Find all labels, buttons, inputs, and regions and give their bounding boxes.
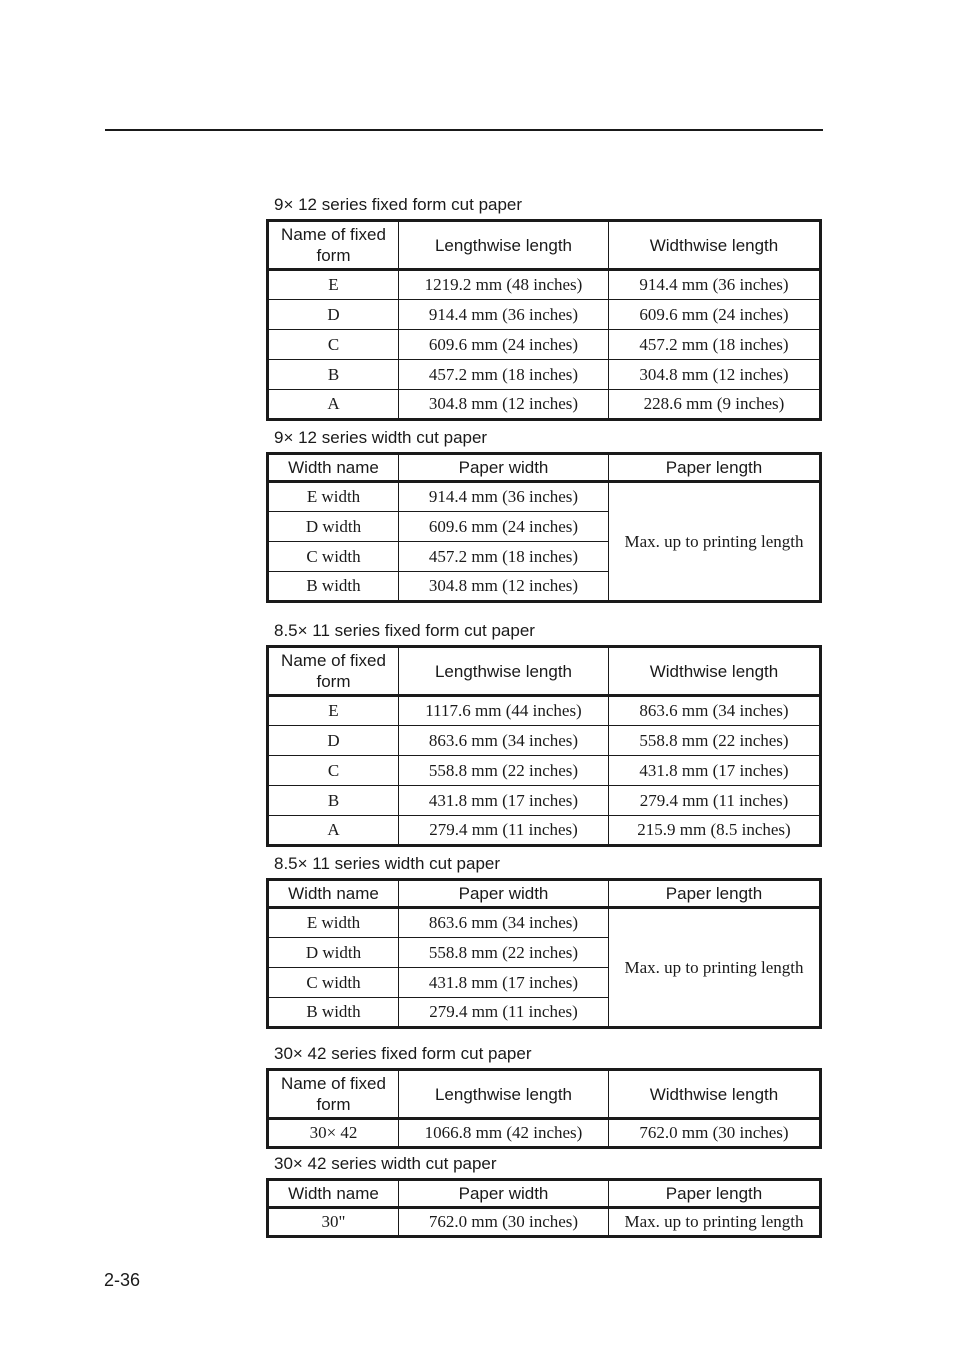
- table-cell: E: [268, 696, 399, 726]
- table-cell: C: [268, 756, 399, 786]
- table-cell: C: [268, 330, 399, 360]
- fixed-form-table: [266, 219, 822, 421]
- column-header: Paper length: [609, 1180, 821, 1208]
- table-row: [268, 1208, 821, 1237]
- column-header: Widthwise length: [609, 1070, 821, 1119]
- table-cell: A: [268, 390, 399, 420]
- table-cell: 30": [268, 1208, 399, 1237]
- width-cut-table: [266, 1178, 822, 1238]
- column-header: Paper length: [609, 880, 821, 908]
- section-caption: 9× 12 series width cut paper: [274, 428, 488, 447]
- table-cell: E: [268, 270, 399, 300]
- table-cell: 762.0 mm (30 inches): [609, 1119, 821, 1148]
- table-cell: A: [268, 816, 399, 846]
- section-caption: 8.5× 11 series width cut paper: [274, 854, 501, 873]
- paper-length-cell: Max. up to printing length: [609, 482, 821, 602]
- table-cell: D width: [268, 938, 399, 968]
- table-cell: 609.6 mm (24 inches): [609, 300, 821, 330]
- column-header: Lengthwise length: [399, 647, 609, 696]
- page-number: 2-36: [104, 1270, 141, 1290]
- table-cell: 304.8 mm (12 inches): [399, 390, 609, 420]
- table-cell: E width: [268, 908, 399, 938]
- section-caption: 30× 42 series width cut paper: [274, 1154, 497, 1173]
- table-row: [268, 816, 821, 846]
- column-header: Paper width: [399, 454, 609, 482]
- fixed-form-table: [266, 645, 822, 847]
- table-cell: 1066.8 mm (42 inches): [399, 1119, 609, 1148]
- section-caption: 30× 42 series fixed form cut paper: [274, 1044, 532, 1063]
- table-header-row: [268, 647, 821, 696]
- table-cell: 279.4 mm (11 inches): [399, 816, 609, 846]
- table-cell: 304.8 mm (12 inches): [399, 572, 609, 602]
- table-row: [268, 300, 821, 330]
- table-cell: B width: [268, 998, 399, 1028]
- table-row: [268, 908, 821, 938]
- column-header: Lengthwise length: [399, 1070, 609, 1119]
- table-cell: 914.4 mm (36 inches): [399, 482, 609, 512]
- width-cut-table: [266, 452, 822, 603]
- column-header: Width name: [268, 454, 399, 482]
- column-header: Width name: [268, 1180, 399, 1208]
- column-header: Paper width: [399, 1180, 609, 1208]
- table-header-row: [268, 454, 821, 482]
- column-header: Paper width: [399, 880, 609, 908]
- table-cell: B width: [268, 572, 399, 602]
- table-cell: 279.4 mm (11 inches): [399, 998, 609, 1028]
- table-cell: 1219.2 mm (48 inches): [399, 270, 609, 300]
- table-cell: 457.2 mm (18 inches): [609, 330, 821, 360]
- table-cell: C width: [268, 542, 399, 572]
- top-rule: [105, 129, 823, 131]
- table-cell: 863.6 mm (34 inches): [399, 908, 609, 938]
- column-header: Widthwise length: [609, 647, 821, 696]
- table-row: [268, 482, 821, 512]
- table-cell: 863.6 mm (34 inches): [399, 726, 609, 756]
- table-row: [268, 270, 821, 300]
- table-cell: Max. up to printing length: [609, 1208, 821, 1237]
- table-header-row: [268, 880, 821, 908]
- table-cell: 558.8 mm (22 inches): [399, 938, 609, 968]
- table-cell: 304.8 mm (12 inches): [609, 360, 821, 390]
- table-cell: D: [268, 300, 399, 330]
- table-cell: 215.9 mm (8.5 inches): [609, 816, 821, 846]
- table-cell: 762.0 mm (30 inches): [399, 1208, 609, 1237]
- table-cell: 863.6 mm (34 inches): [609, 696, 821, 726]
- column-header: Name of fixed form: [268, 221, 399, 270]
- fixed-form-table: [266, 1068, 822, 1149]
- table-cell: 457.2 mm (18 inches): [399, 542, 609, 572]
- width-cut-table: [266, 878, 822, 1029]
- table-cell: 1117.6 mm (44 inches): [399, 696, 609, 726]
- table-cell: 457.2 mm (18 inches): [399, 360, 609, 390]
- table-row: [268, 756, 821, 786]
- table-header-row: [268, 221, 821, 270]
- table-header-row: [268, 1070, 821, 1119]
- table-cell: 30× 42: [268, 1119, 399, 1148]
- table-row: [268, 1119, 821, 1148]
- table-row: [268, 390, 821, 420]
- table-cell: B: [268, 786, 399, 816]
- table-row: [268, 360, 821, 390]
- column-header: Name of fixed form: [268, 1070, 399, 1119]
- column-header: Paper length: [609, 454, 821, 482]
- table-cell: D width: [268, 512, 399, 542]
- table-row: [268, 696, 821, 726]
- table-cell: 609.6 mm (24 inches): [399, 330, 609, 360]
- table-header-row: [268, 1180, 821, 1208]
- column-header: Lengthwise length: [399, 221, 609, 270]
- table-row: [268, 786, 821, 816]
- table-cell: 431.8 mm (17 inches): [399, 968, 609, 998]
- table-cell: D: [268, 726, 399, 756]
- column-header: Name of fixed form: [268, 647, 399, 696]
- section-caption: 8.5× 11 series fixed form cut paper: [274, 621, 535, 640]
- column-header: Width name: [268, 880, 399, 908]
- table-cell: 431.8 mm (17 inches): [609, 756, 821, 786]
- paper-length-cell: Max. up to printing length: [609, 908, 821, 1028]
- table-cell: 558.8 mm (22 inches): [399, 756, 609, 786]
- table-row: [268, 726, 821, 756]
- table-cell: 228.6 mm (9 inches): [609, 390, 821, 420]
- table-row: [268, 330, 821, 360]
- table-cell: 914.4 mm (36 inches): [609, 270, 821, 300]
- table-cell: 279.4 mm (11 inches): [609, 786, 821, 816]
- table-cell: B: [268, 360, 399, 390]
- table-cell: 431.8 mm (17 inches): [399, 786, 609, 816]
- table-cell: C width: [268, 968, 399, 998]
- table-cell: 914.4 mm (36 inches): [399, 300, 609, 330]
- column-header: Widthwise length: [609, 221, 821, 270]
- table-cell: E width: [268, 482, 399, 512]
- table-cell: 558.8 mm (22 inches): [609, 726, 821, 756]
- section-caption: 9× 12 series fixed form cut paper: [274, 195, 523, 214]
- table-cell: 609.6 mm (24 inches): [399, 512, 609, 542]
